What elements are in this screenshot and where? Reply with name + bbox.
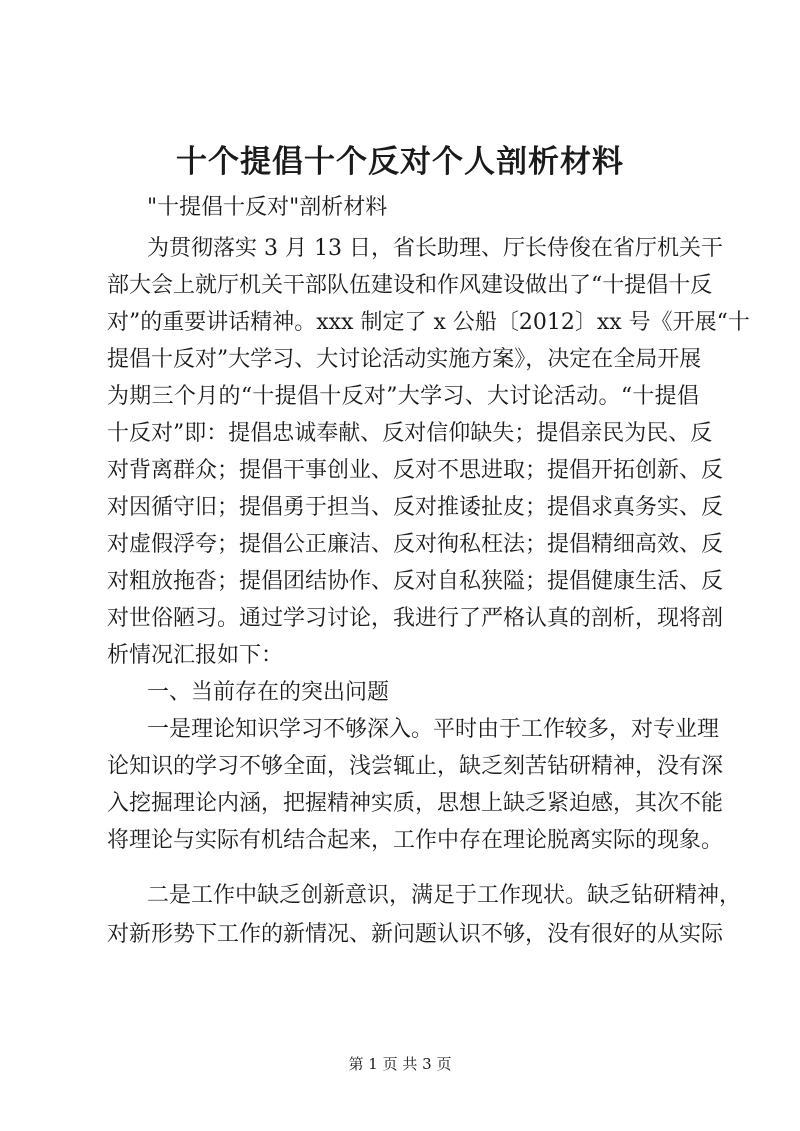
paragraph-line: 对世俗陋习。通过学习讨论，我进行了严格认真的剖析，现将剖 xyxy=(107,606,724,631)
paragraph-line: 将理论与实际有机结合起来，工作中存在理论脱离实际的现象。 xyxy=(107,828,724,853)
paragraph-line: 一是理论知识学习不够深入。平时由于工作较多，对专业理 xyxy=(147,717,720,742)
page-number-footer: 第 1 页 共 3 页 xyxy=(348,1055,452,1073)
paragraph-line: 论知识的学习不够全面，浅尝辄止，缺乏刻苦钻研精神，没有深 xyxy=(107,754,724,779)
document-title: 十个提倡十个反对个人剖析材料 xyxy=(176,144,624,180)
section-heading: 一、当前存在的突出问题 xyxy=(147,680,390,705)
paragraph-line: 提倡十反对”大学习、大讨论活动实施方案》，决定在全局开展 xyxy=(107,347,702,372)
paragraph-line: 二是工作中缺乏创新意识，满足于工作现状。缺乏钻研精神， xyxy=(147,883,742,908)
paragraph-line: 为贯彻落实 3 月 13 日，省长助理、厅长侍俊在省厅机关干 xyxy=(147,236,723,261)
paragraph-line: 对粗放拖沓；提倡团结协作、反对自私狭隘；提倡健康生活、反 xyxy=(107,569,724,594)
paragraph-line: 对”的重要讲话精神。xxx 制定了 x 公船〔2012〕xx 号《开展“十 xyxy=(107,310,750,335)
paragraph-line: 部大会上就厅机关干部队伍建设和作风建设做出了“十提倡十反 xyxy=(107,273,713,298)
document-subtitle: "十提倡十反对"剖析材料 xyxy=(147,195,388,220)
paragraph-line: 对背离群众；提倡干事创业、反对不思进取；提倡开拓创新、反 xyxy=(107,458,724,483)
paragraph-line: 十反对”即：提倡忠诚奉献、反对信仰缺失；提倡亲民为民、反 xyxy=(107,421,713,446)
paragraph-line: 对新形势下工作的新情况、新问题认识不够，没有很好的从实际 xyxy=(107,922,724,947)
paragraph-line: 为期三个月的“十提倡十反对”大学习、大讨论活动。“十提倡 xyxy=(107,384,699,409)
paragraph-line: 对虚假浮夸；提倡公正廉洁、反对徇私枉法；提倡精细高效、反 xyxy=(107,532,724,557)
paragraph-line: 析情况汇报如下： xyxy=(107,643,284,668)
paragraph-line: 对因循守旧；提倡勇于担当、反对推诿扯皮；提倡求真务实、反 xyxy=(107,495,724,520)
paragraph-line: 入挖掘理论内涵，把握精神实质，思想上缺乏紧迫感，其次不能 xyxy=(107,791,724,816)
